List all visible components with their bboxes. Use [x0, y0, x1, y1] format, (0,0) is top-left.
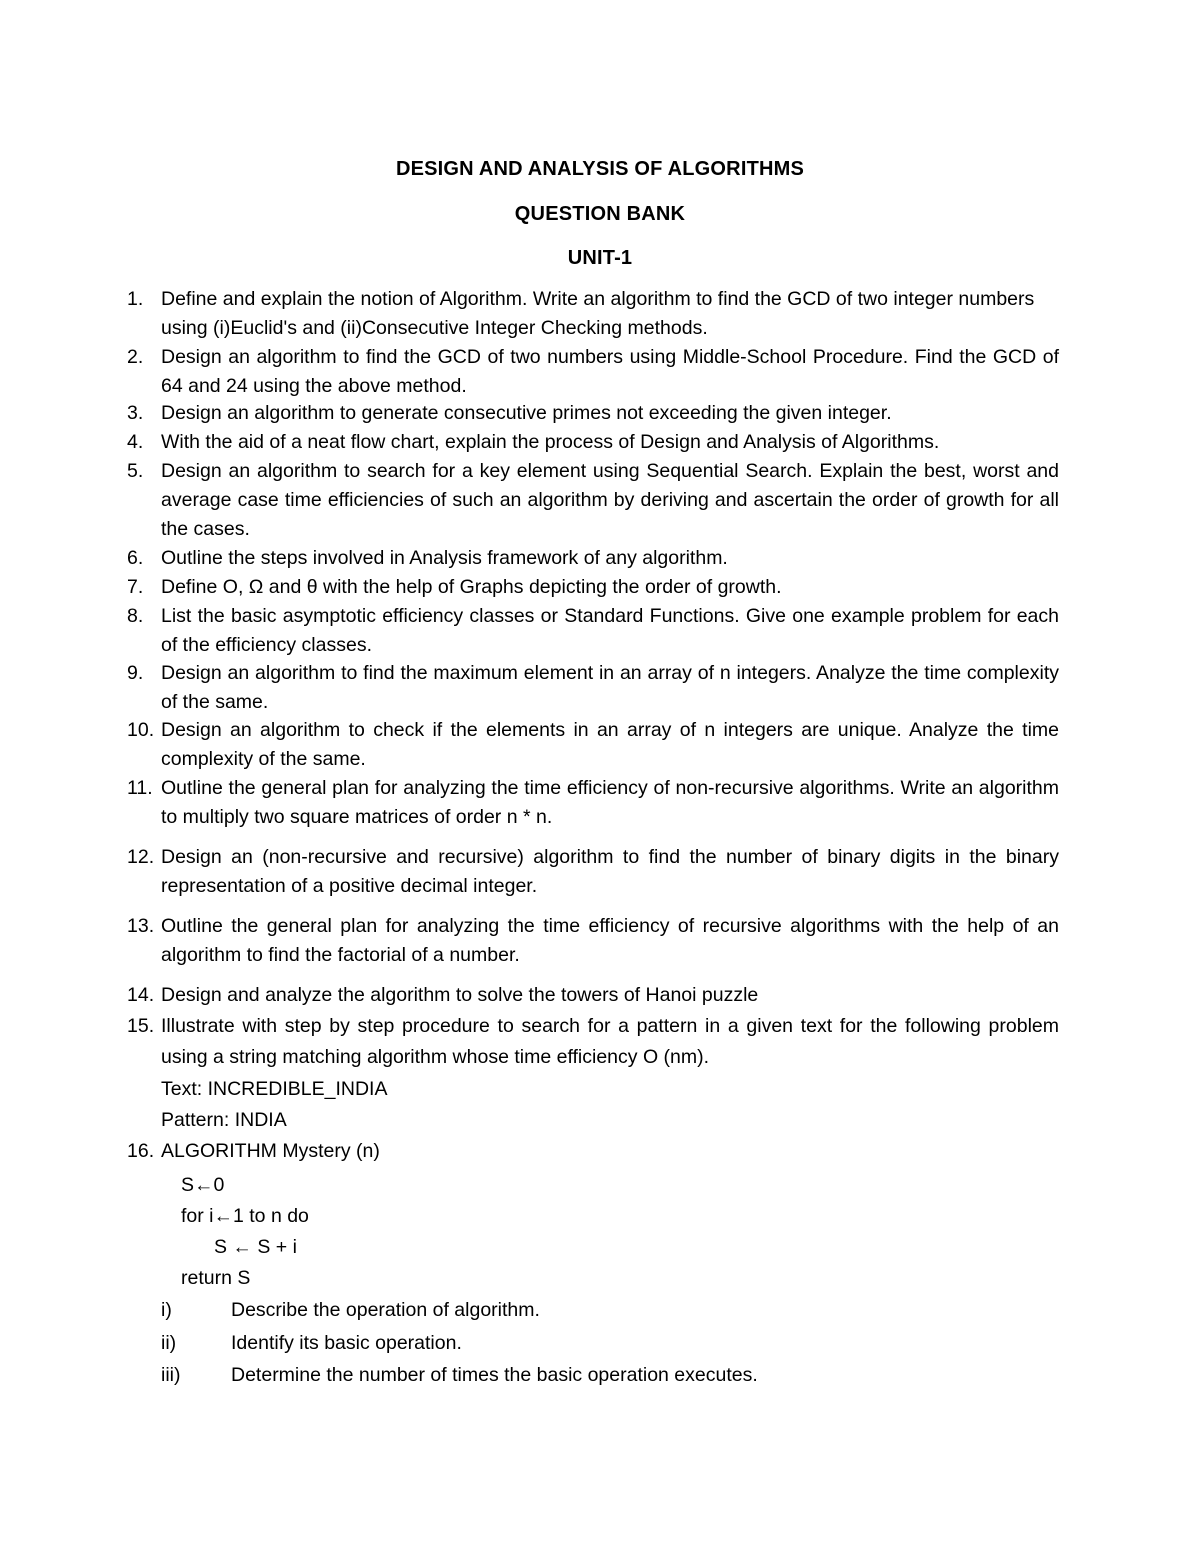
question-2: [127, 343, 1059, 401]
question-number: 10.: [127, 719, 155, 741]
question-text: Outline the general plan for analyzing the time efficiency of recursive algorithms with the help of an algorithm to find the factorial of a number.: [161, 915, 1059, 966]
question-number: 9.: [127, 662, 144, 684]
question-text: Design and analyze the algorithm to solve the towers of Hanoi puzzle: [161, 984, 759, 1006]
question-text: Design an algorithm to search for a key element using Sequential Search. Explain the best, worst and average case time efficiencies of such an algorithm by deriving and ascertain the order of growth for all the cases.: [161, 460, 1059, 540]
question-text: Outline the general plan for analyzing the time efficiency of non-recursive algorithms. Write an algorithm to multiply two square matrices of order n * n.: [161, 777, 1059, 828]
subpart-text: Describe the operation of algorithm.: [231, 1299, 540, 1321]
question-7: [127, 573, 1059, 602]
question-number: 15.: [127, 1015, 155, 1037]
question-text: Design an algorithm to generate consecutive primes not exceeding the given integer.: [161, 402, 892, 424]
document-subtitle: QUESTION BANK: [514, 203, 686, 225]
question-number: 8.: [127, 605, 144, 627]
question-text: Outline the steps involved in Analysis framework of any algorithm.: [161, 547, 728, 569]
algorithm-line-2: for i←1 to n do: [181, 1205, 309, 1227]
question-text: Design an (non-recursive and recursive) algorithm to find the number of binary digits in the binary representation of a positive decimal integer.: [161, 846, 1059, 897]
question-text: Illustrate with step by step procedure to search for a pattern in a given text for the following problem using a string matching algorithm whose time efficiency O (nm).: [161, 1015, 1059, 1068]
question-number: 11.: [127, 777, 153, 799]
subpart-numeral: i): [161, 1299, 172, 1321]
question-number: 1.: [127, 288, 144, 310]
subpart-ii: [161, 1329, 462, 1358]
question-12: [127, 843, 1059, 901]
algorithm-line-3: S ← S + i: [214, 1236, 297, 1258]
question-number: 6.: [127, 547, 144, 569]
question-9: [127, 659, 1059, 717]
pattern-line: Pattern: INDIA: [161, 1109, 287, 1131]
question-text: Design an algorithm to find the maximum element in an array of n integers. Analyze the time complexity of the same.: [161, 662, 1059, 713]
question-1: [127, 285, 1059, 343]
question-number: 5.: [127, 460, 144, 482]
question-number: 4.: [127, 431, 144, 453]
question-16: [127, 1137, 1059, 1166]
subpart-text: Identify its basic operation.: [231, 1332, 462, 1354]
question-text: Define and explain the notion of Algorithm. Write an algorithm to find the GCD of two integer numbers using (i)Euclid's and (ii)Consecutive Integer Checking methods.: [161, 288, 1035, 339]
question-15: [127, 1011, 1059, 1073]
question-number: 3.: [127, 402, 144, 424]
text-line: Text: INCREDIBLE_INDIA: [161, 1078, 388, 1100]
question-text: List the basic asymptotic efficiency classes or Standard Functions. Give one example problem for each of the efficiency classes.: [161, 605, 1059, 656]
question-text: Define O, Ω and θ with the help of Graphs depicting the order of growth.: [161, 576, 782, 598]
question-13: [127, 912, 1059, 970]
algorithm-line-1: S←0: [181, 1174, 225, 1196]
question-number: 16.: [127, 1140, 155, 1162]
subpart-numeral: ii): [161, 1332, 177, 1354]
question-text: ALGORITHM Mystery (n): [161, 1140, 380, 1162]
question-14: [127, 981, 1059, 1010]
question-text: Design an algorithm to find the GCD of two numbers using Middle-School Procedure. Find the GCD of 64 and 24 using the above method.: [161, 346, 1059, 397]
question-8: [127, 602, 1059, 660]
question-5: [127, 457, 1059, 544]
unit-heading: UNIT-1: [567, 247, 633, 269]
question-4: [127, 428, 1059, 457]
question-11: [127, 774, 1059, 832]
subpart-text: Determine the number of times the basic operation executes.: [231, 1364, 758, 1386]
question-number: 2.: [127, 346, 144, 368]
question-number: 13.: [127, 915, 155, 937]
question-6: [127, 544, 1059, 573]
question-number: 14.: [127, 984, 155, 1006]
question-number: 12.: [127, 846, 155, 868]
subpart-i: [161, 1296, 540, 1325]
subpart-numeral: iii): [161, 1364, 181, 1386]
question-3: [127, 399, 1059, 428]
question-number: 7.: [127, 576, 144, 598]
question-text: With the aid of a neat flow chart, explain the process of Design and Analysis of Algorithms.: [161, 431, 940, 453]
question-text: Design an algorithm to check if the elements in an array of n integers are unique. Analyze the time complexity of the same.: [161, 719, 1059, 770]
subpart-iii: [161, 1361, 758, 1390]
algorithm-line-4: return S: [181, 1267, 251, 1289]
question-10: [127, 716, 1059, 774]
document-title: DESIGN AND ANALYSIS OF ALGORITHMS: [395, 158, 805, 180]
